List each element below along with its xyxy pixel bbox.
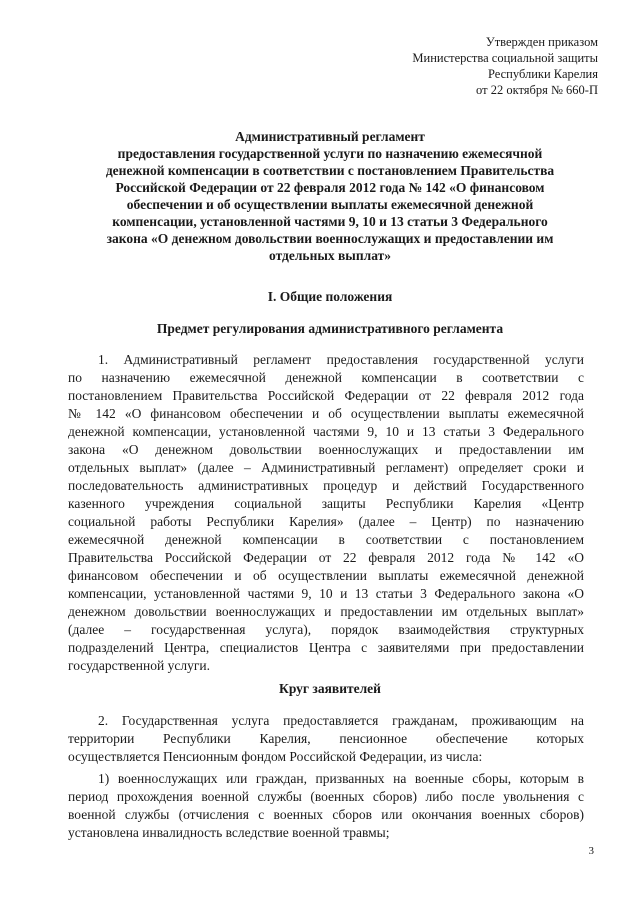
text-line: финансовом обеспечении и об осуществлении выплаты ежемесячной денежной: [68, 568, 584, 583]
text-line: 1. Административный регламент предоставления государственной услуги: [98, 352, 584, 367]
page-number: 3: [588, 845, 594, 857]
title-line: закона «О денежном довольствии военнослужащих и предоставлении им: [106, 231, 554, 246]
text-line: последовательность административных процедур и действий Государственного: [68, 478, 584, 493]
text-line: (далее – государственная услуга), порядок взаимодействия структурных: [68, 622, 584, 637]
approval-line: Утвержден приказом: [485, 35, 598, 49]
title-line: предоставления государственной услуги по назначению ежемесячной: [117, 146, 543, 161]
approval-stamp: [338, 34, 598, 98]
text-line: закона «О денежном довольствии военнослужащих и предоставлении им: [68, 442, 584, 457]
paragraph-2: [68, 712, 584, 766]
title-line: компенсации, установленной частями 9, 10 и 13 статьи 3 Федерального: [112, 214, 548, 229]
text-line: отдельных выплат» (далее – Административный регламент) определяет сроки и: [68, 460, 584, 475]
approval-line: от 22 октября № 660-П: [476, 83, 598, 97]
text-line: период прохождения военной службы (военных сборов) либо после увольнения с: [68, 789, 584, 804]
text-line: осуществляется Пенсионным фондом Российской Федерации, из числа:: [68, 749, 483, 764]
text-line: 1) военнослужащих или граждан, призванных на военные сборы, которым в: [98, 771, 584, 786]
subsection-heading: Предмет регулирования административного регламента: [156, 321, 504, 336]
approval-line: Министерства социальной защиты: [412, 51, 598, 65]
title-line: обеспечении и об осуществлении выплаты ежемесячной денежной: [126, 197, 534, 212]
text-line: Правительства Российской Федерации от 22 февраля 2012 года № 142 «О: [68, 550, 584, 565]
text-line: постановлением Правительства Российской Федерации от 22 февраля 2012 года: [68, 388, 584, 403]
title-line: Российской Федерации от 22 февраля 2012 года № 142 «О финансовом: [115, 180, 545, 195]
text-line: по назначению ежемесячной денежной компенсации в соответствии с: [68, 370, 584, 385]
text-line: военной службы (отчисления с военных сборов или окончания военных сборов): [68, 807, 584, 822]
text-line: ежемесячной денежной компенсации в соответствии с постановлением: [68, 532, 584, 547]
document-title: [80, 128, 580, 264]
text-line: подразделений Центра, специалистов Центра с заявителями при предоставлении: [68, 640, 584, 655]
title-line: Административный регламент: [235, 129, 425, 144]
title-line: отдельных выплат»: [269, 248, 391, 263]
text-line: денежном довольствии военнослужащих и предоставлении им отдельных выплат»: [68, 604, 584, 619]
text-line: территории Республики Карелия, пенсионное обеспечение которых: [68, 731, 584, 746]
text-line: денежной компенсации, установленной частями 9, 10 и 13 статьи 3 Федерального: [68, 424, 584, 439]
text-line: установлена инвалидность вследствие военной травмы;: [68, 825, 390, 840]
list-item-1: [68, 770, 584, 842]
section-heading: I. Общие положения: [267, 289, 393, 304]
approval-line: Республики Карелия: [487, 67, 598, 81]
subsection-heading: Круг заявителей: [279, 681, 381, 696]
text-line: казенного учреждения социальной защиты Республики Карелия «Центр: [68, 496, 584, 511]
text-line: № 142 «О финансовом обеспечении и об осуществлении выплаты ежемесячной: [68, 406, 584, 421]
paragraph-1: [68, 351, 584, 675]
text-line: социальной работы Республики Карелия» (далее – Центр) по назначению: [68, 514, 584, 529]
text-line: 2. Государственная услуга предоставляется гражданам, проживающим на: [98, 713, 584, 728]
text-line: компенсации, установленной частями 9, 10 и 13 статьи 3 Федерального закона «О: [68, 586, 584, 601]
title-line: денежной компенсации в соответствии с постановлением Правительства: [105, 163, 555, 178]
text-line: государственной услуги.: [68, 658, 210, 673]
